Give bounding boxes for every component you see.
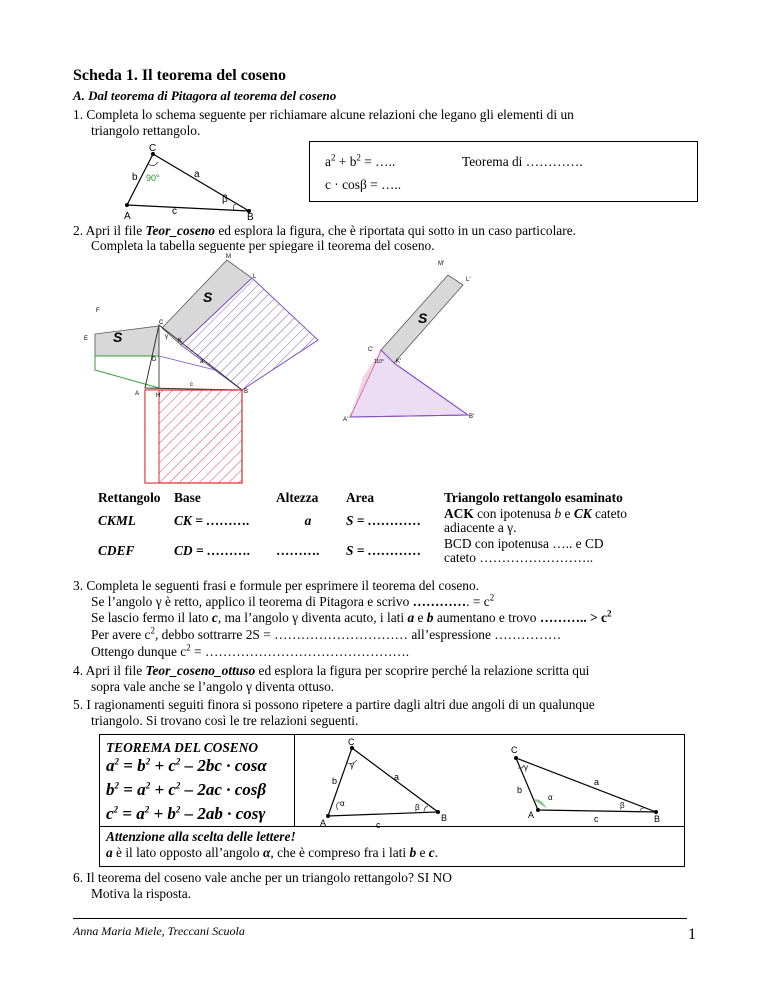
cell-tri1: ACK con ipotenusa b e CK cateto adiacente a γ. [444, 506, 628, 535]
svg-text:A': A' [343, 417, 349, 423]
th-area: Area [346, 490, 375, 505]
explanation-table [95, 490, 630, 566]
label-c: c [172, 206, 177, 217]
q2-text-line1: 2. Apri il file Teor_coseno ed esplora la figura, che è riportata qui sotto in un caso particolare. [73, 223, 577, 238]
cell-area1: S = ………… [346, 513, 422, 528]
q1-pythagoras-formula: $a^2 + b^2$ = ….. [325, 152, 396, 169]
th-altezza: Altezza [276, 490, 319, 505]
svg-text:B: B [441, 813, 448, 823]
svg-text:F: F [96, 308, 100, 314]
label-B: B [247, 212, 254, 220]
theorem-note1: Attenzione alla scelta delle lettere! [106, 829, 296, 844]
svg-text:A: A [320, 818, 327, 828]
svg-text:c: c [594, 814, 599, 824]
svg-text:B: B [244, 389, 249, 395]
q2-text-line2: Completa la tabella seguente per spiegare il teorema del coseno. [91, 238, 435, 253]
svg-text:B: B [654, 814, 661, 824]
q1-cos-formula: c · cosβ = ….. [325, 177, 402, 192]
svg-text:K: K [178, 338, 183, 344]
cell-alt-a: a [304, 513, 312, 528]
svg-text:M: M [226, 254, 231, 260]
cell-alt-blank: ………. [276, 543, 320, 558]
q3-text-line4: Per avere $c^2$, debbo sottrarre 2S = ………………………… all’espressione …………… [91, 625, 562, 642]
q4-text-line2: sopra vale anche se l’angolo γ diventa ottuso. [91, 679, 335, 694]
svg-text:L: L [253, 274, 257, 280]
svg-text:c: c [190, 382, 193, 388]
svg-text:α: α [340, 799, 345, 808]
page-number: 1 [688, 926, 696, 943]
svg-text:c: c [376, 820, 381, 828]
svg-text:γ: γ [524, 763, 528, 772]
th-rettangolo: Rettangolo [98, 490, 161, 505]
th-base: Base [174, 490, 201, 505]
svg-text:A: A [135, 391, 140, 397]
q1-schema-box [309, 141, 698, 202]
svg-text:γ: γ [165, 334, 168, 340]
q1-text-line1: 1. Completa lo schema seguente per richiamare alcune relazioni che legano gli elementi di un [73, 107, 574, 122]
cell-cd-base: CD = ………. [174, 543, 251, 558]
cell-ckml: CKML [98, 513, 136, 528]
q2-cosine-construction-figure [75, 250, 340, 485]
svg-text:C': C' [368, 347, 374, 353]
svg-text:a: a [200, 359, 204, 365]
label-S-left: S [113, 329, 123, 345]
theorem-vdivider [294, 735, 295, 826]
q3-text-line3: Se lascio fermo il lato c, ma l’angolo γ diventa acuto, i lati a e b aumentano e trovo ……….. > $c^2$ [91, 608, 612, 625]
svg-text:110°: 110° [374, 359, 384, 365]
cell-ck-base: CK = ………. [174, 513, 250, 528]
q3-text-line2: Se l’angolo γ è retto, applico il teorema di Pitagora e scrivo …………. = $c^2$ [91, 592, 495, 609]
svg-text:C: C [348, 738, 355, 747]
svg-text:C: C [511, 745, 518, 755]
label-C: C [149, 143, 157, 154]
theorem-heading: TEOREMA DEL COSENO [106, 740, 259, 755]
th-triangolo: Triangolo rettangolo esaminato [444, 490, 623, 505]
q4-text-line1: 4. Apri il file Teor_coseno_ottuso ed esplora la figura per scoprire perché la relazione scritta qui [73, 663, 590, 678]
svg-text:M': M' [438, 261, 445, 267]
svg-text:a: a [594, 777, 600, 787]
q6-text-line2: Motiva la risposta. [91, 886, 192, 901]
footer-author: Anna Maria Miele, Treccani Scuola [73, 924, 245, 938]
svg-text:γ: γ [350, 761, 354, 770]
svg-text:A: A [528, 810, 535, 820]
q2-obtuse-figure [338, 255, 488, 425]
svg-text:L': L' [466, 277, 471, 283]
page-title: Scheda 1. Il teorema del coseno [73, 67, 287, 84]
cell-area2: S = ………… [346, 543, 422, 558]
formula-c2: $c^2 = a^2 + b^2 - 2ab \cdot \cos\gamma$ [106, 804, 266, 823]
label-b: b [132, 172, 138, 183]
svg-text:E: E [84, 336, 89, 342]
label-S-upper: S [203, 289, 213, 305]
footer-rule [73, 918, 687, 919]
q5-text-line2: triangolo. Si trovano così le tre relazioni seguenti. [91, 713, 359, 728]
q5-text-line1: 5. I ragionamenti seguiti finora si possono ripetere a partire dagli altri due angoli di un qualunque [73, 697, 595, 712]
svg-text:C: C [159, 320, 164, 326]
label-a: a [194, 169, 200, 180]
q1-theorem-blank: Teorema di …………. [462, 154, 583, 169]
svg-text:D: D [152, 357, 157, 363]
formula-b2: $b^2 = a^2 + c^2 - 2ac \cdot \cos\beta$ [106, 780, 267, 799]
svg-text:β: β [415, 803, 420, 812]
cell-cdef: CDEF [98, 543, 135, 558]
q3-text-line1: 3. Completa le seguenti frasi e formule per esprimere il teorema del coseno. [73, 578, 480, 593]
theorem-note2: a è il lato opposto all’angolo α, che è compreso fra i lati b e c. [106, 845, 439, 860]
section-subtitle: A. Dal teorema di Pitagora al teorema del coseno [73, 88, 337, 103]
svg-text:a: a [394, 772, 400, 782]
label-A: A [124, 211, 131, 220]
q1-text-line2: triangolo rettangolo. [91, 123, 201, 138]
cell-tri2: BCD con ipotenusa ….. e CD cateto …………………….. [444, 536, 604, 565]
label-beta: β [222, 194, 228, 205]
svg-text:H: H [156, 393, 161, 399]
q6-text-line1: 6. Il teorema del coseno vale anche per un triangolo rettangolo? SI NO [73, 870, 452, 885]
q1-right-triangle-figure [110, 142, 270, 220]
label-90: 90° [146, 173, 160, 183]
theorem-triangle-acute [300, 738, 490, 828]
label-S-right: S [418, 310, 428, 326]
svg-text:b: b [332, 776, 338, 786]
theorem-triangle-obtuse [498, 738, 683, 828]
svg-text:B': B' [469, 414, 475, 420]
formula-a2: $a^2 = b^2 + c^2 - 2bc \cdot \cos\alpha$ [106, 756, 267, 775]
svg-text:β: β [620, 801, 625, 810]
svg-text:b: b [517, 785, 523, 795]
q3-text-line5: Ottengo dunque $c^2$ = ………………………………………. [91, 642, 410, 659]
svg-text:K': K' [396, 359, 402, 365]
svg-text:α: α [548, 793, 553, 802]
